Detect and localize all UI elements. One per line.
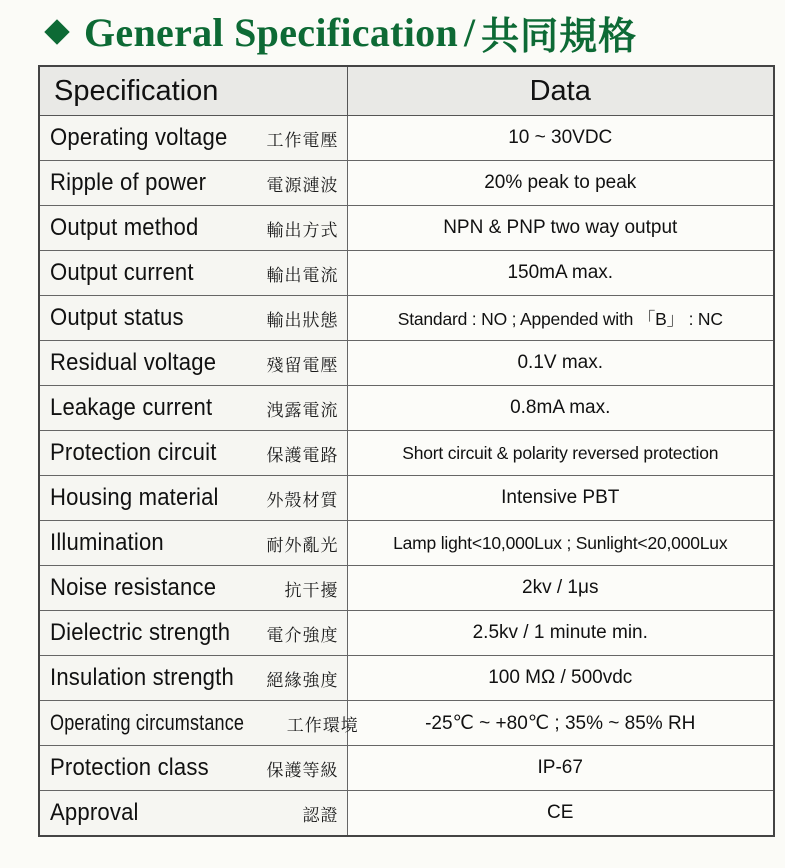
specification-label-chinese: 輸出狀態 — [266, 310, 339, 331]
specification-label-group — [50, 214, 339, 242]
specification-label-group — [50, 799, 339, 827]
table-row — [39, 251, 774, 296]
table-row — [39, 161, 774, 206]
specification-label-group — [50, 619, 339, 647]
table-row — [39, 566, 774, 611]
specification-label-english: Residual voltage — [50, 349, 217, 376]
specification-label-chinese: 外殼材質 — [266, 490, 339, 511]
specification-label-english: Insulation strength — [50, 664, 234, 691]
specification-label-english: Operating voltage — [50, 124, 228, 151]
specification-cell — [39, 296, 347, 341]
specification-label-english: Noise resistance — [50, 574, 217, 601]
specification-cell — [39, 656, 347, 701]
specification-label-group — [50, 394, 339, 422]
data-value-cell: 0.1V max. — [347, 341, 774, 386]
specification-cell — [39, 746, 347, 791]
specification-cell — [39, 161, 347, 206]
specification-label-chinese: 工作電壓 — [266, 130, 339, 151]
data-value-cell: 150mA max. — [347, 251, 774, 296]
specification-label-chinese: 輸出方式 — [266, 220, 339, 241]
specification-label-chinese: 絕緣強度 — [266, 670, 339, 691]
table-row — [39, 656, 774, 701]
specification-label-chinese: 工作環境 — [286, 715, 359, 736]
data-value-cell: 20% peak to peak — [347, 161, 774, 206]
specification-label-english: Output status — [50, 304, 184, 331]
data-value-cell: 100 MΩ / 500vdc — [347, 656, 774, 701]
title-english: General Specification — [84, 9, 459, 55]
data-value-cell: CE — [347, 791, 774, 837]
specification-label-group — [50, 484, 339, 512]
specification-cell — [39, 251, 347, 296]
table-row — [39, 746, 774, 791]
specification-label-group — [50, 529, 339, 557]
table-row — [39, 116, 774, 161]
table-row — [39, 206, 774, 251]
diamond-bullet-icon — [44, 19, 70, 45]
specification-label-english: Leakage current — [50, 394, 213, 421]
data-value-cell: NPN & PNP two way output — [347, 206, 774, 251]
table-row — [39, 386, 774, 431]
data-column-header: Data — [347, 66, 774, 116]
data-value-cell: -25℃ ~ +80℃ ; 35% ~ 85% RH — [347, 701, 774, 746]
specification-table — [38, 65, 775, 837]
data-value-cell: 2kv / 1μs — [347, 566, 774, 611]
page-title — [44, 6, 637, 58]
specification-cell — [39, 476, 347, 521]
data-value-cell: IP-67 — [347, 746, 774, 791]
data-value-cell: 0.8mA max. — [347, 386, 774, 431]
specification-label-chinese: 電介強度 — [266, 625, 339, 646]
specification-label-chinese: 電源漣波 — [266, 175, 339, 196]
specification-cell — [39, 116, 347, 161]
title-separator: / — [464, 9, 476, 55]
specification-label-english: Illumination — [50, 529, 164, 556]
specification-label-english: Protection circuit — [50, 439, 217, 466]
specification-column-header: Specification — [39, 66, 347, 116]
specification-cell — [39, 566, 347, 611]
specification-label-chinese: 輸出電流 — [266, 265, 339, 286]
specification-label-english: Ripple of power — [50, 169, 207, 196]
specification-label-english: Dielectric strength — [50, 619, 231, 646]
specification-cell — [39, 341, 347, 386]
specification-label-group — [50, 574, 339, 602]
specification-label-group — [50, 259, 339, 287]
specification-label-group — [50, 304, 339, 332]
specification-label-group — [50, 710, 359, 736]
specification-cell — [39, 701, 359, 746]
table-row — [39, 521, 774, 566]
title-chinese: 共同規格 — [481, 13, 638, 58]
data-value-cell: Lamp light<10,000Lux ; Sunlight<20,000Lux — [347, 521, 774, 566]
table-row — [39, 296, 774, 341]
specification-label-chinese: 保護等級 — [266, 760, 339, 781]
specification-label-group — [50, 169, 339, 197]
data-value-cell: Standard : NO ; Appended with 「B」 : NC — [347, 296, 774, 341]
specification-label-group — [50, 349, 339, 377]
specification-cell — [39, 521, 347, 566]
specification-label-english: Output method — [50, 214, 199, 241]
specification-cell — [39, 206, 347, 251]
data-value-cell: Intensive PBT — [347, 476, 774, 521]
specification-label-english: Approval — [50, 799, 139, 826]
specification-label-english: Protection class — [50, 754, 209, 781]
specification-label-chinese: 洩露電流 — [266, 400, 339, 421]
data-value-cell: 10 ~ 30VDC — [347, 116, 774, 161]
table-row — [39, 791, 774, 837]
specification-label-chinese: 耐外亂光 — [266, 535, 339, 556]
specification-label-chinese: 殘留電壓 — [266, 355, 339, 376]
specification-label-chinese: 抗干擾 — [284, 580, 339, 601]
specification-cell — [39, 791, 347, 837]
table-row — [39, 701, 774, 746]
specification-label-english: Housing material — [50, 484, 219, 511]
table-row — [39, 341, 774, 386]
table-row — [39, 431, 774, 476]
table-row — [39, 476, 774, 521]
specification-label-english: Operating circumstance — [50, 710, 245, 735]
specification-label-chinese: 認證 — [302, 805, 339, 826]
specification-table-body — [39, 116, 774, 837]
data-value-cell: Short circuit & polarity reversed protection — [347, 431, 774, 476]
specification-label-group — [50, 754, 339, 782]
specification-label-english: Output current — [50, 259, 194, 286]
table-header-row — [39, 66, 774, 116]
specification-label-group — [50, 124, 339, 152]
specification-label-group — [50, 439, 339, 467]
specification-cell — [39, 611, 347, 656]
specification-label-chinese: 保護電路 — [266, 445, 339, 466]
specification-label-group — [50, 664, 339, 692]
specification-cell — [39, 431, 347, 476]
table-row — [39, 611, 774, 656]
specification-cell — [39, 386, 347, 431]
data-value-cell: 2.5kv / 1 minute min. — [347, 611, 774, 656]
